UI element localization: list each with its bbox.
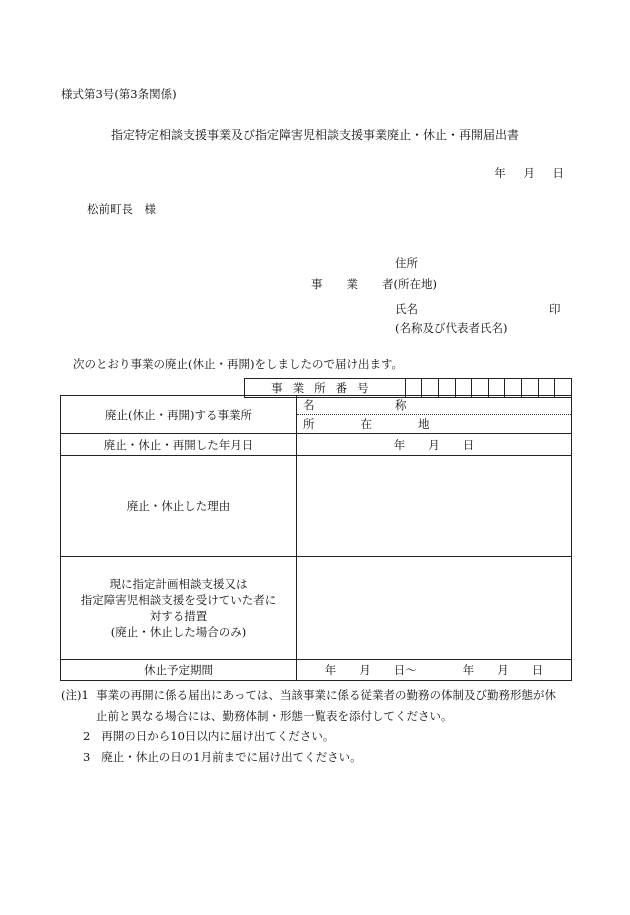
office-name-label: 名 称 xyxy=(303,398,407,412)
reason-field[interactable] xyxy=(297,456,572,557)
note-3-number: 3 xyxy=(83,749,91,764)
note-2-number: 2 xyxy=(83,729,91,743)
business-operator-label xyxy=(311,276,437,292)
measures-label-line-3: 対する措置 xyxy=(149,609,208,623)
address-label: 住所 xyxy=(395,256,418,270)
notification-table xyxy=(60,395,572,681)
notes-prefix: (注)1 xyxy=(61,688,89,702)
addressee: 松前町長 様 xyxy=(87,202,156,216)
measures-label-line-1: 現に指定計画相談支援又は xyxy=(109,577,248,591)
office-location-label: 所 在 地 xyxy=(303,417,430,431)
date-row-label: 廃止・休止・再開した年月日 xyxy=(61,434,297,456)
note-3 xyxy=(61,747,576,768)
measures-label-line-4: (廃止・休止した場合のみ) xyxy=(110,625,247,639)
note-2 xyxy=(61,726,576,747)
business-label-part-1: 事 xyxy=(311,277,323,291)
suspension-period-value[interactable]: 年 月 日～ 年 月 日 xyxy=(297,660,572,681)
office-number-label: 事業所番号 xyxy=(245,379,406,398)
business-label-part-2: 業 xyxy=(346,277,358,291)
note-1-text: 事業の再開に係る届出にあっては、当該事業に係る従業者の勤務の体制及び勤務形態が休 xyxy=(96,688,556,702)
measures-label xyxy=(61,557,297,660)
form-id: 様式第3号(第3条関係) xyxy=(61,87,177,101)
office-location-field[interactable] xyxy=(297,415,572,434)
name-note: (名称及び代表者氏名) xyxy=(395,321,508,335)
note-1-line-2: 止前と異なる場合には、勤務体制・形態一覧表を添付してください。 xyxy=(96,708,453,723)
name-label: 氏名 xyxy=(395,302,418,316)
measures-field[interactable] xyxy=(297,557,572,660)
business-label-part-3: 者(所在地) xyxy=(382,277,437,291)
date-row-value[interactable]: 年 月 日 xyxy=(297,434,572,456)
document-title: 指定特定相談支援事業及び指定障害児相談支援事業廃止・休止・再開届出書 xyxy=(110,128,519,142)
reason-label: 廃止・休止した理由 xyxy=(61,456,297,557)
note-2-text: 再開の日から10日以内に届け出てください。 xyxy=(101,729,335,743)
suspension-period-label: 休止予定期間 xyxy=(61,660,297,681)
note-1-line-1 xyxy=(61,685,576,706)
note-3-text: 廃止・休止の日の1月前までに届け出てください。 xyxy=(101,749,362,764)
office-label: 廃止(休止・再開)する事業所 xyxy=(61,396,297,434)
notes-section xyxy=(61,685,576,767)
measures-label-line-2: 指定障害児相談支援を受けていた者に xyxy=(80,593,277,607)
submission-date: 年 月 日 xyxy=(494,166,564,180)
office-name-field[interactable] xyxy=(297,396,572,415)
intro-sentence: 次のとおり事業の廃止(休止・再開)をしましたので届け出ます。 xyxy=(73,357,404,371)
seal-mark: 印 xyxy=(549,302,561,316)
